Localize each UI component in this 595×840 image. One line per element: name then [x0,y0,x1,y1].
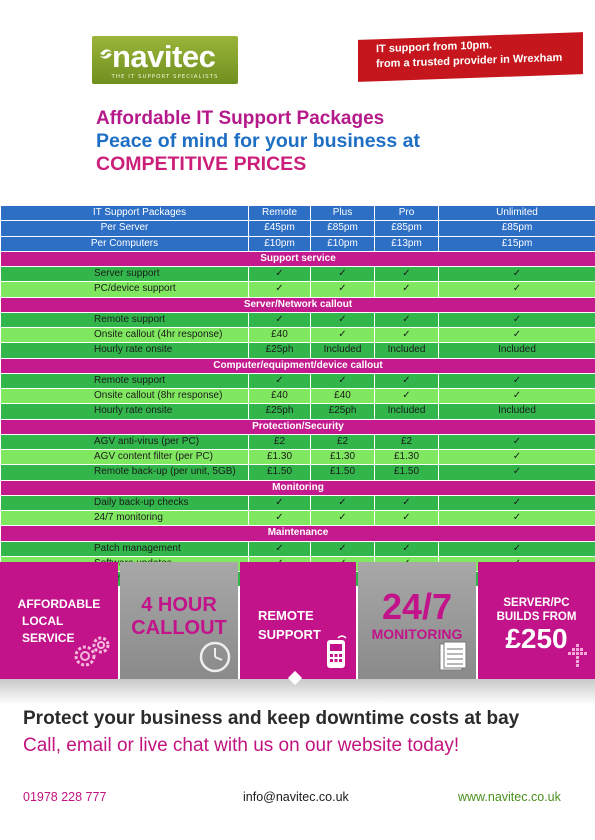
table-header-row [1,206,595,221]
feature-server-pc-builds [478,562,595,679]
cell-value: £1.50 [375,465,439,480]
cell-value: £1.50 [311,465,375,480]
row-label: Hourly rate onsite [1,404,249,419]
checkmark-icon: ✓ [439,267,595,282]
feature-1-line-1: AFFORDABLE [17,597,101,611]
row-label: Daily back-up checks [1,495,249,510]
cell-value: Remote [249,206,311,221]
section-title: Server/Network callout [1,297,595,312]
feature-affordable-local-service [0,562,118,679]
table-row [1,495,595,510]
table-row [1,465,595,480]
checkmark-icon: ✓ [439,389,595,404]
table-row [1,267,595,282]
feature-remote-support [240,562,356,679]
row-label: 24/7 monitoring [1,511,249,526]
section-title: Protection/Security [1,419,595,434]
checkmark-icon: ✓ [439,450,595,465]
heading-line-3: COMPETITIVE PRICES [96,153,307,175]
cell-value: Included [439,343,595,358]
feature-4-line-2: MONITORING [371,626,463,642]
feature-strip-shadow [0,679,595,705]
cell-value: £1.30 [249,450,311,465]
row-label: Server support [1,267,249,282]
checkmark-icon: ✓ [439,373,595,388]
cell-value: Included [375,404,439,419]
cell-value: £13pm [375,236,439,251]
cell-value: £45pm [249,221,311,236]
table-row [1,404,595,419]
checkmark-icon: ✓ [375,267,439,282]
table-row [1,450,595,465]
section-header-row [1,297,595,312]
phone-icon [324,632,348,670]
cell-value: Unlimited [439,206,595,221]
section-header-row [1,526,595,541]
checkmark-icon: ✓ [311,312,375,327]
checkmark-icon: ✓ [249,511,311,526]
checkmark-icon: ✓ [375,373,439,388]
pricing-table [0,205,595,587]
cell-value: Included [311,343,375,358]
row-label: Hourly rate onsite [1,343,249,358]
cell-value: Plus [311,206,375,221]
feature-5-line-2: BUILDS FROM [496,611,577,623]
checkmark-icon: ✓ [249,373,311,388]
cell-value: £1.30 [311,450,375,465]
checkmark-icon: ✓ [439,434,595,449]
section-title: Support service [1,251,595,266]
section-title: Maintenance [1,526,595,541]
checkmark-icon: ✓ [249,312,311,327]
row-label: Onsite callout (4hr response) [1,328,249,343]
cell-value: £2 [311,434,375,449]
cell-value: £40 [311,389,375,404]
checkmark-icon: ✓ [439,328,595,343]
cell-value: £1.50 [249,465,311,480]
feature-5-price: £250 [505,623,568,654]
checkmark-icon: ✓ [375,328,439,343]
checkmark-icon: ✓ [439,282,595,297]
checkmark-icon: ✓ [311,267,375,282]
checkmark-icon: ✓ [249,267,311,282]
feature-2-line-1: 4 HOUR [141,594,217,616]
logo-name: navitec [112,39,216,74]
cta-headline: Protect your business and keep downtime costs at bay [23,708,520,729]
feature-1-line-3: SERVICE [22,631,75,645]
footer-phone[interactable]: 01978 228 777 [23,790,107,804]
checkmark-icon: ✓ [375,312,439,327]
cell-value: £2 [375,434,439,449]
feature-1-line-2: LOCAL [22,614,64,628]
table-row [1,373,595,388]
table-row [1,343,595,358]
cell-value: £25ph [249,343,311,358]
checkmark-icon: ✓ [439,465,595,480]
checkmark-icon: ✓ [375,511,439,526]
checkmark-icon: ✓ [311,282,375,297]
table-row [1,312,595,327]
feature-5-line-1: SERVER/PC [503,597,570,609]
checkmark-icon: ✓ [375,495,439,510]
table-row [1,511,595,526]
checkmark-icon: ✓ [439,511,595,526]
row-label: Remote support [1,373,249,388]
heading-line-1: Affordable IT Support Packages [96,108,385,129]
row-label: Remote back-up (per unit, 5GB) [1,465,249,480]
feature-2-line-2: CALLOUT [131,617,227,639]
row-label: AGV content filter (per PC) [1,450,249,465]
section-header-row [1,419,595,434]
cell-value: £40 [249,389,311,404]
cell-value: Included [375,343,439,358]
row-label: Patch management [1,541,249,556]
row-label: Per Computers [1,236,249,251]
heading-line-2: Peace of mind for your business at [96,130,420,152]
arrow-up-icon [564,642,592,672]
checkmark-icon: ✓ [439,312,595,327]
section-title: Monitoring [1,480,595,495]
banner-line-2: from a trusted provider in Wrexham [376,51,563,71]
table-row [1,282,595,297]
row-label: AGV anti-virus (per PC) [1,434,249,449]
cell-value: £25ph [311,404,375,419]
price-row [1,236,595,251]
feature-3-line-2: SUPPORT [258,627,321,642]
banner-line-1: IT support from 10pm. [376,39,493,56]
checkmark-icon: ✓ [439,495,595,510]
cell-value: Pro [375,206,439,221]
section-header-row [1,358,595,373]
section-header-row [1,251,595,266]
checkmark-icon: ✓ [249,282,311,297]
section-header-row [1,480,595,495]
row-label: IT Support Packages [1,206,249,221]
price-row [1,221,595,236]
cta-subline: Call, email or live chat with us on our website today! [23,735,460,756]
checkmark-icon: ✓ [311,511,375,526]
cell-value: Included [439,404,595,419]
footer-website[interactable]: www.navitec.co.uk [458,790,561,804]
checkmark-icon: ✓ [375,282,439,297]
row-label: Remote support [1,312,249,327]
cell-value: £25ph [249,404,311,419]
cell-value: £85pm [311,221,375,236]
server-icon [436,640,470,674]
cell-value: £85pm [375,221,439,236]
cell-value: £15pm [439,236,595,251]
feature-4-hour-callout [120,562,238,679]
gears-icon [72,634,112,670]
cell-value: £1.30 [375,450,439,465]
checkmark-icon: ✓ [311,328,375,343]
checkmark-icon: ✓ [375,541,439,556]
table-row [1,434,595,449]
navitec-logo [92,36,238,84]
footer-email[interactable]: info@navitec.co.uk [243,790,349,804]
checkmark-icon: ✓ [439,541,595,556]
checkmark-icon: ✓ [249,541,311,556]
cell-value: £2 [249,434,311,449]
promo-banner [358,32,583,82]
checkmark-icon: ✓ [249,495,311,510]
checkmark-icon: ✓ [375,389,439,404]
checkmark-icon: ✓ [311,495,375,510]
logo-tagline: THE IT SUPPORT SPECIALISTS [111,74,219,80]
table-row [1,389,595,404]
cell-value: £40 [249,328,311,343]
cell-value: £10pm [249,236,311,251]
feature-3-line-1: REMOTE [258,608,314,623]
row-label: Per Server [1,221,249,236]
cell-value: £10pm [311,236,375,251]
checkmark-icon: ✓ [311,541,375,556]
cell-value: £85pm [439,221,595,236]
table-row [1,328,595,343]
feature-4-line-1: 24/7 [381,586,453,627]
row-label: Onsite callout (8hr response) [1,389,249,404]
clock-icon [198,640,232,674]
table-row [1,541,595,556]
section-title: Computer/equipment/device callout [1,358,595,373]
feature-24-7-monitoring [358,562,476,679]
row-label: PC/device support [1,282,249,297]
checkmark-icon: ✓ [311,373,375,388]
